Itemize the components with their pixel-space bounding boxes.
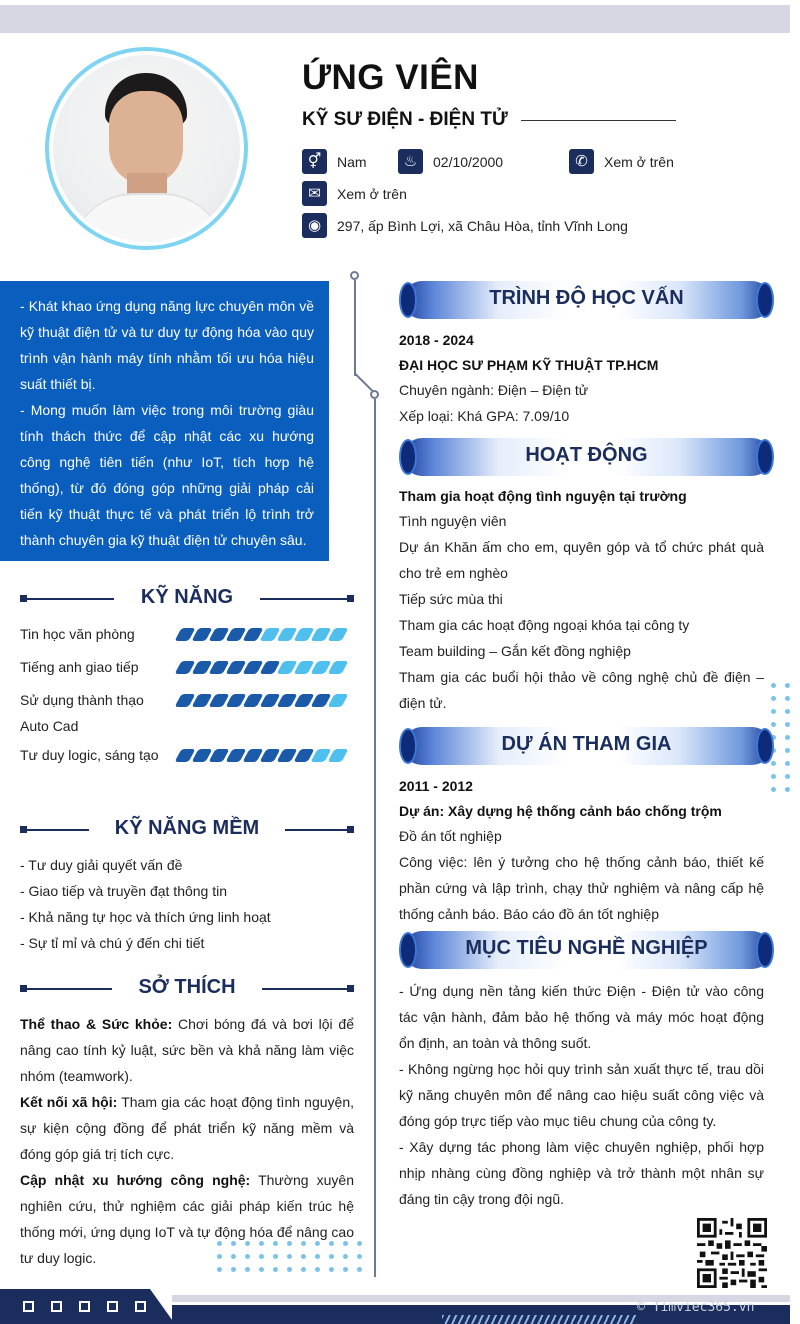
- hobby-item: [20, 1011, 354, 1089]
- list-item: - Xây dựng tác phong làm việc chuyên nghiệp, phối hợp nhịp nhàng cùng đồng nghiệp và trở thành một nhân sự đáng tin cậy trong đội ngũ.: [399, 1139, 764, 1207]
- dot: [245, 1267, 250, 1272]
- birthday-cake-icon: ♨: [398, 149, 423, 174]
- timeline-node: [350, 271, 359, 280]
- dot: [217, 1254, 222, 1259]
- gender-row: [302, 149, 367, 174]
- objective-summary: [0, 281, 329, 561]
- objective-paragraph: - Mong muốn làm việc trong môi trường giàu tính thách thức để cập nhật các xu hướng công nghệ tiên tiến (như IoT, tích hợp hệ thống), từ đó đóng góp những giải pháp cải tiến kỹ thuật thực tế và phát triển lộ trình trở thành chuyên gia kỹ thuật điện tử chuyên sâu.: [20, 402, 314, 548]
- dot: [771, 683, 776, 688]
- education-section-header: [399, 281, 774, 319]
- list-item: - Sự tỉ mỉ và chú ý đến chi tiết: [20, 935, 205, 951]
- dot: [771, 709, 776, 714]
- activities-section-header: [399, 438, 774, 476]
- skills-section-header: [20, 586, 354, 612]
- dot: [785, 683, 790, 688]
- education-period: 2018 - 2024: [399, 332, 474, 348]
- skill-level-bar: [178, 661, 345, 674]
- skill-level-bar: [178, 628, 345, 641]
- dot: [259, 1241, 264, 1246]
- dot: [231, 1241, 236, 1246]
- activities-heading: Tham gia hoạt động tình nguyện tại trường: [399, 488, 687, 504]
- avatar: [45, 47, 248, 250]
- dot: [329, 1241, 334, 1246]
- dot: [357, 1267, 362, 1272]
- candidate-name: ỨNG VIÊN: [302, 58, 479, 97]
- phone-value: Xem ở trên: [604, 153, 674, 170]
- education-title: TRÌNH ĐỘ HỌC VẤN: [489, 287, 684, 309]
- list-item: Dự án Khăn ấm cho em, quyên góp và tổ chức phát quà cho trẻ em nghèo: [399, 539, 764, 581]
- dot: [343, 1254, 348, 1259]
- location-pin-icon: ◉: [302, 213, 327, 238]
- dot: [259, 1254, 264, 1259]
- timeline-node: [370, 390, 379, 399]
- list-item: Team building – Gắn kết đồng nghiệp: [399, 643, 631, 659]
- skill-level-bar: [178, 749, 345, 762]
- skill-label: Sử dụng thành thạo Auto Cad: [20, 692, 144, 734]
- email-row: [302, 181, 407, 206]
- dot: [357, 1241, 362, 1246]
- dot: [273, 1254, 278, 1259]
- phone-icon: ✆: [569, 149, 594, 174]
- hobby-text: Chơi bóng đá và bơi lội để nâng cao tính kỷ luật, sức bền và khả năng làm việc nhóm (teamwork).: [20, 1016, 354, 1084]
- list-item: - Không ngừng học hỏi quy trình sản xuất thực tế, trau dồi kỹ năng chuyên môn để nâng cao hiệu suất công việc và đóng góp trực tiếp vào mục tiêu chung của công ty.: [399, 1061, 764, 1129]
- qr-code-icon: [697, 1218, 767, 1288]
- phone-row: [569, 149, 674, 174]
- dot: [259, 1267, 264, 1272]
- dot: [785, 787, 790, 792]
- education-major: Chuyên ngành: Điện – Điện tử: [399, 382, 589, 398]
- soft-skills-title: KỸ NĂNG MỀM: [114, 817, 260, 839]
- skill-row: [20, 654, 350, 680]
- skill-row: [20, 621, 350, 647]
- birthday-value: 02/10/2000: [433, 153, 504, 170]
- dot: [245, 1254, 250, 1259]
- dot: [273, 1241, 278, 1246]
- hobby-item: [20, 1089, 354, 1167]
- dot: [231, 1254, 236, 1259]
- skills-title: KỸ NĂNG: [140, 586, 234, 608]
- soft-skills-section-header: [20, 817, 354, 843]
- email-value: Xem ở trên: [337, 185, 407, 202]
- project-name: Dự án: Xây dựng hệ thống cảnh báo chống trộm: [399, 803, 722, 819]
- dot: [315, 1267, 320, 1272]
- dot: [785, 709, 790, 714]
- decorative-dots: [217, 1241, 362, 1272]
- dot: [273, 1267, 278, 1272]
- top-bar: [0, 5, 790, 33]
- dot: [771, 696, 776, 701]
- project-description: Công việc: lên ý tưởng cho hệ thống cảnh báo, thiết kế phần cứng và lập trình, chạy thử nghiệm và nâng cấp hệ thống cảnh báo. Báo cáo đồ án tốt nghiệp: [399, 854, 764, 922]
- dot: [245, 1241, 250, 1246]
- list-item: Tiếp sức mùa thi: [399, 591, 503, 607]
- career-goals-title: MỤC TIÊU NGHỀ NGHIỆP: [465, 937, 708, 959]
- hobbies-list: [20, 1011, 354, 1271]
- skill-label: Tư duy logic, sáng tạo: [20, 747, 159, 763]
- skill-segment: [328, 661, 349, 674]
- skill-label: Tiếng anh giao tiếp: [20, 659, 139, 675]
- dot: [771, 774, 776, 779]
- hobbies-title: SỞ THÍCH: [138, 976, 236, 998]
- skill-level-bar: [178, 694, 345, 707]
- education-school: ĐẠI HỌC SƯ PHẠM KỸ THUẬT TP.HCM: [399, 357, 659, 373]
- dot: [301, 1241, 306, 1246]
- birthday-row: [398, 149, 503, 174]
- gender-value: Nam: [337, 153, 367, 170]
- dot: [287, 1254, 292, 1259]
- timeline-line: [354, 280, 356, 376]
- skill-row: [20, 742, 350, 768]
- dot: [315, 1254, 320, 1259]
- dot: [785, 696, 790, 701]
- dot: [287, 1267, 292, 1272]
- list-item: Tham gia các hoạt động ngoại khóa tại công ty: [399, 617, 690, 633]
- project-period: 2011 - 2012: [399, 778, 473, 794]
- dot: [329, 1267, 334, 1272]
- career-goals-section-header: [399, 931, 774, 969]
- career-goals-list: [399, 978, 764, 1212]
- hobby-label: Thể thao & Sức khỏe:: [20, 1016, 173, 1032]
- mail-icon: ✉: [302, 181, 327, 206]
- footer-brand: © Timviec365.vn: [637, 1300, 755, 1315]
- education-entry: [399, 327, 764, 429]
- skill-row: [20, 687, 350, 739]
- dot: [231, 1267, 236, 1272]
- address-value: 297, ấp Bình Lợi, xã Châu Hòa, tỉnh Vĩnh Long: [337, 217, 628, 234]
- dot: [301, 1267, 306, 1272]
- timeline-line: [354, 373, 373, 392]
- dot: [785, 774, 790, 779]
- job-title-divider: [521, 120, 676, 121]
- timeline-line: [374, 399, 376, 1277]
- list-item: - Khả năng tự học và thích ứng linh hoạt: [20, 909, 271, 925]
- hobby-label: Kết nối xã hội:: [20, 1094, 118, 1110]
- dot: [357, 1254, 362, 1259]
- projects-title: DỰ ÁN THAM GIA: [501, 733, 672, 755]
- hobbies-section-header: [20, 976, 354, 1002]
- dot: [329, 1254, 334, 1259]
- hobby-label: Cập nhật xu hướng công nghệ:: [20, 1172, 251, 1188]
- gender-icon: ⚥: [302, 149, 327, 174]
- address-row: [302, 213, 628, 238]
- list-item: - Ứng dụng nền tảng kiến thức Điện - Điện tử vào công tác vận hành, đảm bảo hệ thống và máy móc hoạt động ổn định, an toàn và thông suốt.: [399, 983, 764, 1051]
- skill-label: Tin học văn phòng: [20, 626, 135, 642]
- dot: [785, 748, 790, 753]
- dot: [287, 1241, 292, 1246]
- job-title: KỸ SƯ ĐIỆN - ĐIỆN TỬ: [302, 109, 508, 130]
- dot: [343, 1267, 348, 1272]
- list-item: Tham gia các buổi hội thảo về công nghệ chủ đề điện – điện tử.: [399, 669, 764, 711]
- footer: [0, 1289, 790, 1324]
- skill-segment: [328, 628, 349, 641]
- objective-paragraph: - Khát khao ứng dụng năng lực chuyên môn về kỹ thuật điện tử và tư duy tự động hóa vào quy trình vận hành máy tính nhằm tối ưu hóa hiệu suất thiết bị.: [20, 298, 314, 392]
- hobby-text: Tham gia các hoạt động tình nguyện, sự kiện cộng đồng để phát triển kỹ năng mềm và đóng góp giá trị tích cực.: [20, 1094, 355, 1162]
- dot: [343, 1241, 348, 1246]
- hobby-text: Thường xuyên nghiên cứu, thử nghiệm các giải pháp kiến trúc hệ thống mới, ứng dụng IoT và tự động hóa để nâng cao tư duy logic.: [20, 1172, 354, 1266]
- soft-skills-list: [20, 852, 271, 956]
- list-item: Tình nguyện viên: [399, 513, 507, 529]
- activities-entry: [399, 484, 764, 716]
- list-item: - Giao tiếp và truyền đạt thông tin: [20, 883, 228, 899]
- projects-section-header: [399, 727, 774, 765]
- dot: [217, 1267, 222, 1272]
- dot: [785, 722, 790, 727]
- project-type: Đồ án tốt nghiệp: [399, 828, 502, 844]
- dot: [771, 787, 776, 792]
- avatar-photo: [53, 55, 240, 242]
- list-item: - Tư duy giải quyết vấn đề: [20, 857, 183, 873]
- dot: [785, 761, 790, 766]
- education-grade: Xếp loại: Khá GPA: 7.09/10: [399, 408, 570, 424]
- dot: [217, 1241, 222, 1246]
- dot: [301, 1254, 306, 1259]
- skill-segment: [328, 749, 349, 762]
- activities-title: HOẠT ĐỘNG: [525, 444, 648, 466]
- dot: [785, 735, 790, 740]
- skill-segment: [328, 694, 349, 707]
- project-entry: [399, 773, 764, 927]
- dot: [315, 1241, 320, 1246]
